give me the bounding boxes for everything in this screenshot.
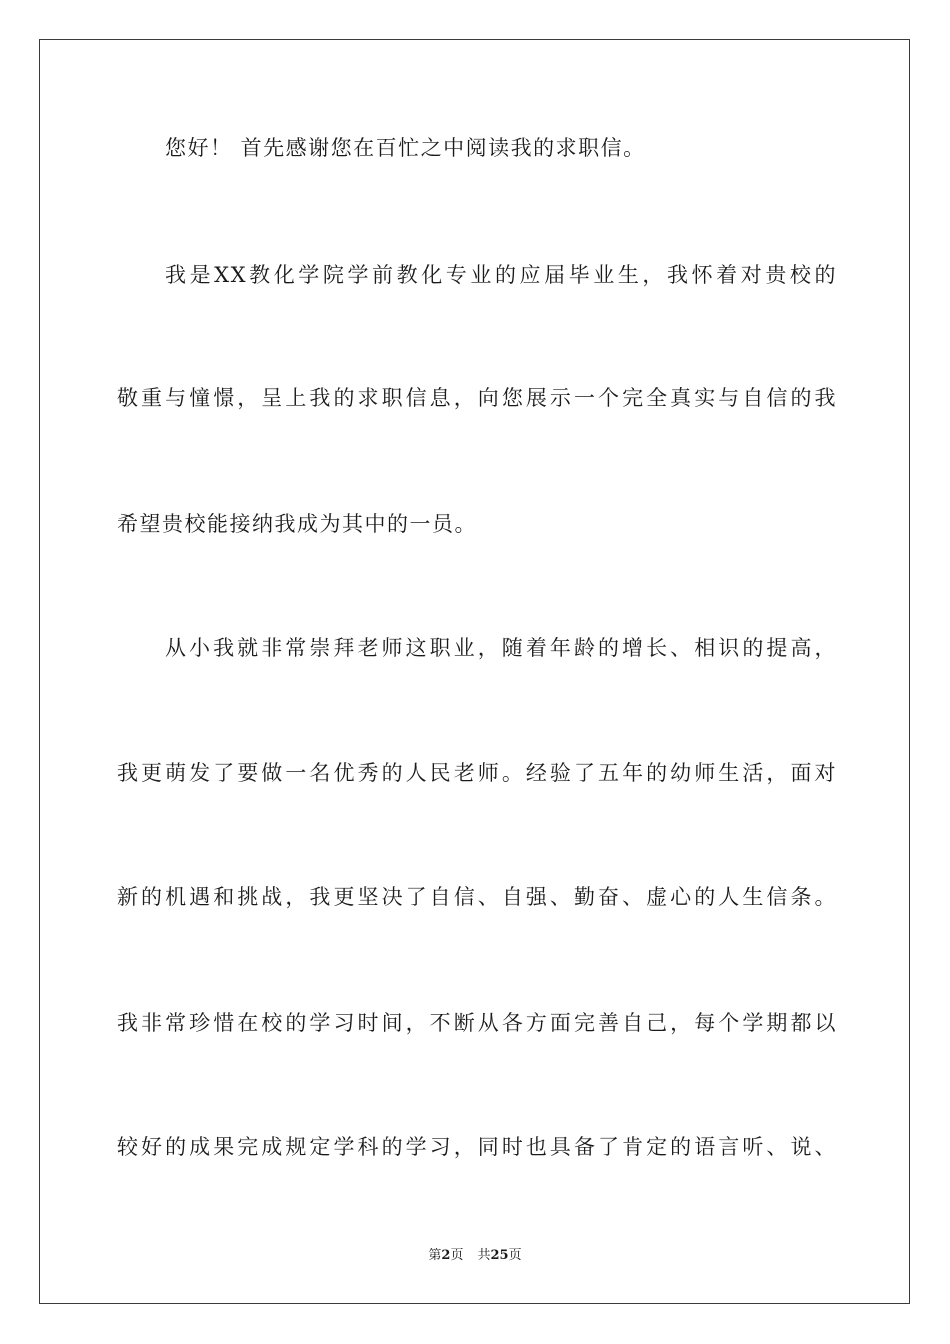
text-line: 我非常珍惜在校的学习时间，不断从各方面完善自己，每个学期都以 (117, 1011, 837, 1035)
text-line: 我是XX教化学院学前教化专业的应届毕业生，我怀着对贵校的 (165, 263, 837, 287)
text-line: 我更萌发了要做一名优秀的人民老师。经验了五年的幼师生活，面对 (117, 761, 837, 785)
page-prefix: 第 (428, 1248, 442, 1263)
text-line: 希望贵校能接纳我成为其中的一员。 (117, 512, 477, 536)
total-suffix: 页 (508, 1248, 522, 1263)
text-line: 新的机遇和挑战，我更坚决了自信、自强、勤奋、虚心的人生信条。 (117, 885, 837, 909)
total-pages: 25 (490, 1248, 509, 1263)
text-line: 您好！ 首先感谢您在百忙之中阅读我的求职信。 (165, 136, 646, 160)
text-line: 敬重与憧憬，呈上我的求职信息，向您展示一个完全真实与自信的我 (117, 386, 837, 410)
page-suffix: 页 (450, 1248, 464, 1263)
page-footer (0, 1246, 950, 1266)
page-border (39, 39, 910, 1304)
page-number: 2 (441, 1248, 451, 1263)
total-prefix: 共 (477, 1248, 491, 1263)
text-line: 从小我就非常崇拜老师这职业，随着年龄的增长、相识的提高， (165, 636, 837, 660)
text-line: 较好的成果完成规定学科的学习，同时也具备了肯定的语言听、说、 (117, 1135, 837, 1159)
